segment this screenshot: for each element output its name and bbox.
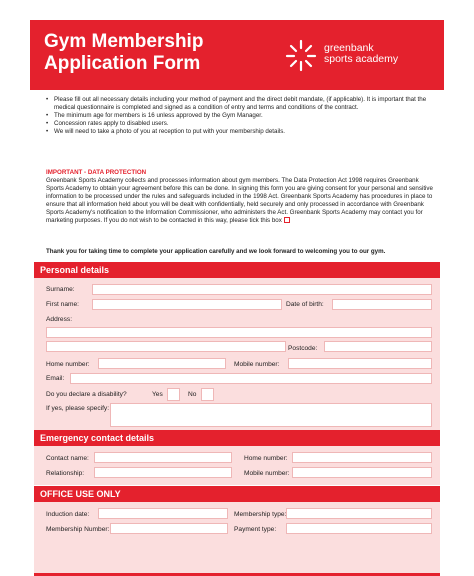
instruction-item: • Concession rates apply to disabled users.	[46, 120, 438, 128]
personal-details-header: Personal details	[34, 262, 440, 278]
emergency-home-number-label: Home number:	[244, 455, 288, 462]
first-name-label: First name:	[46, 301, 79, 308]
payment-type-label: Payment type:	[234, 526, 277, 533]
disability-no-checkbox[interactable]	[201, 388, 214, 401]
form-title-line1: Gym Membership	[44, 31, 204, 52]
instructions-list	[46, 96, 438, 136]
disability-question-label: Do you declare a disability?	[46, 391, 127, 398]
membership-number-label: Membership Number:	[46, 526, 110, 533]
disability-specify-field[interactable]	[110, 403, 432, 427]
date-of-birth-label: Date of birth:	[286, 301, 324, 308]
address-label: Address:	[46, 316, 73, 323]
postcode-label: Postcode:	[288, 345, 318, 352]
brand-line1: greenbank	[324, 42, 374, 54]
data-protection-text	[46, 177, 438, 224]
data-protection-heading: IMPORTANT - DATA PROTECTION	[46, 169, 147, 176]
emergency-contact-section	[34, 446, 440, 485]
payment-type-field[interactable]	[286, 523, 432, 534]
relationship-label: Relationship:	[46, 470, 85, 477]
home-number-label: Home number:	[46, 361, 90, 368]
personal-details-section	[34, 278, 440, 434]
home-number-field[interactable]	[98, 358, 226, 369]
instruction-item: • We will need to take a photo of you at reception to put with your membership details.	[46, 128, 438, 136]
disability-specify-label: If yes, please specify:	[46, 405, 110, 412]
emergency-mobile-number-label: Mobile number:	[244, 470, 290, 477]
disability-yes-checkbox[interactable]	[167, 388, 180, 401]
postcode-field[interactable]	[324, 341, 432, 352]
brand-name	[324, 43, 398, 65]
surname-field[interactable]	[92, 284, 432, 295]
office-use-section	[34, 502, 440, 573]
contact-name-label: Contact name:	[46, 455, 89, 462]
relationship-field[interactable]	[94, 467, 232, 478]
instruction-item: • The minimum age for members is 16 unless approved by the Gym Manager.	[46, 112, 438, 120]
data-protection-body: Greenbank Sports Academy collects and processes information about gym members. The Data Protection Act 1998 requires Greenbank Sports Academy to obtain your agreement before this can be done. In signing this form you are giving consent for your personal and sensitive information to be processed under the rules and safeguards included in the 1998 Act. Greenbank Sports Academy has procedures in place to ensure that all information held about you will be dealt with confidentially, held securely and only processed in accordance with Greenbank Sports Academy's notification to the Information Commissioner, who administers the Act. Greenbank Sports Academy may contact you for marketing purposes. If you do not wish to be contacted in this way, please tick this box	[46, 177, 433, 224]
mobile-number-field[interactable]	[288, 358, 432, 369]
brand-logo	[284, 38, 426, 74]
surname-label: Surname:	[46, 286, 75, 293]
thank-you-note: Thank you for taking time to complete your application carefully and we look forward to welcoming you to our gym.	[46, 248, 386, 255]
email-field[interactable]	[70, 373, 432, 384]
address-line-2-field[interactable]	[46, 341, 286, 352]
office-use-header: OFFICE USE ONLY	[34, 486, 440, 502]
emergency-home-number-field[interactable]	[292, 452, 432, 463]
form-header	[30, 20, 444, 90]
marketing-opt-out-checkbox[interactable]	[284, 217, 290, 223]
email-label: Email:	[46, 375, 65, 382]
form-title-line2: Application Form	[44, 53, 201, 74]
membership-type-label: Membership type:	[234, 511, 287, 518]
induction-date-label: Induction date:	[46, 511, 90, 518]
address-line-1-field[interactable]	[46, 327, 432, 338]
starburst-icon	[284, 38, 318, 74]
contact-name-field[interactable]	[94, 452, 232, 463]
brand-line2: sports academy	[324, 53, 399, 65]
first-name-field[interactable]	[92, 299, 282, 310]
membership-type-field[interactable]	[286, 508, 432, 519]
form-title	[44, 31, 203, 75]
disability-yes-label: Yes	[152, 391, 163, 398]
emergency-contact-header: Emergency contact details	[34, 430, 440, 446]
application-form-page	[30, 20, 444, 576]
induction-date-field[interactable]	[98, 508, 228, 519]
date-of-birth-field[interactable]	[332, 299, 432, 310]
mobile-number-label: Mobile number:	[234, 361, 280, 368]
emergency-mobile-number-field[interactable]	[292, 467, 432, 478]
membership-number-field[interactable]	[110, 523, 228, 534]
instruction-item: • Please fill out all necessary details including your method of payment and the direct debit mandate, (if applicable). It is important that the medical questionnaire is completed and signed as a condition of entry and terms and conditions of the contract.	[46, 96, 438, 112]
disability-no-label: No	[188, 391, 197, 398]
